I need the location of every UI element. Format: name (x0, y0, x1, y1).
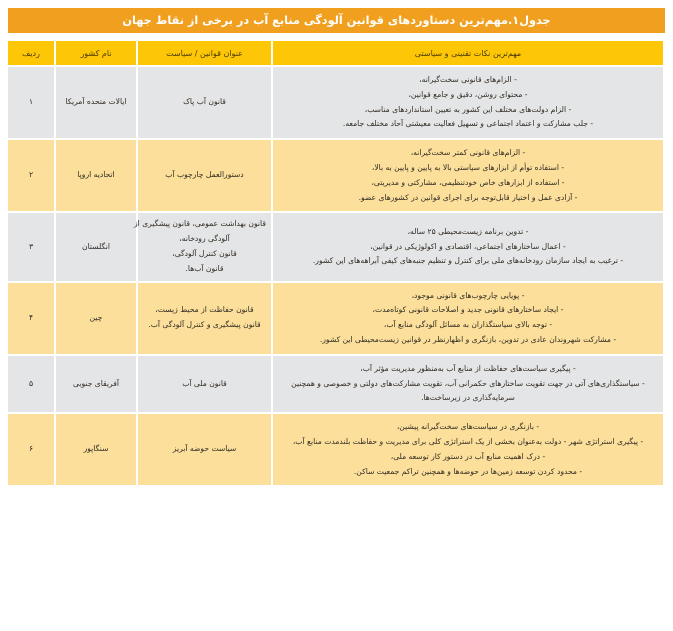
table-row (7, 282, 664, 355)
cell-law-title (137, 139, 272, 212)
notes-list (283, 146, 653, 205)
law-title-line: سیاست حوضه آبریز (172, 444, 237, 454)
note-item: - مشارکت شهروندان عادی در تدوین، بازنگری و اظهارنظر در قوانین زیست‌محیطی این کشور. (319, 334, 617, 344)
law-title-lines (143, 168, 266, 183)
notes-list (283, 289, 653, 348)
cell-row-number: ۳ (7, 212, 55, 281)
law-title-lines (143, 377, 266, 392)
note-item: - توجه بالای سیاستگذاران به مسائل آلودگی منابع آب، (383, 320, 553, 330)
note-item: - الزام‌های قانونی کمتر سخت‌گیرانه، (410, 148, 526, 158)
notes-list (283, 420, 653, 479)
note-item: - استفاده از ابزارهای خاص خودتنظیمی، مشارکتی و مدیریتی، (371, 177, 565, 187)
cell-row-number: ۵ (7, 355, 55, 413)
cell-country: ایالات متحده آمریکا (55, 66, 137, 139)
law-title-lines (134, 217, 266, 276)
cell-country: اتحادیه اروپا (55, 139, 137, 212)
cell-notes (272, 212, 664, 281)
note-item: - آزادی عمل و اختیار قابل‌توجه برای اجرای قوانین در کشورهای عضو. (358, 192, 578, 202)
cell-law-title (134, 212, 272, 281)
cell-country: آفریقای جنوبی (55, 355, 137, 413)
cell-country: انگلستان (55, 212, 137, 281)
column-header-law-title: عنوان قوانین / سیاست (137, 40, 272, 66)
cell-law-title (137, 66, 272, 139)
table-row (7, 355, 664, 413)
notes-list (283, 362, 653, 406)
cell-law-title (137, 282, 272, 355)
cell-row-number: ۶ (7, 413, 55, 486)
cell-notes (272, 66, 664, 139)
law-title-line: قانون آب پاک (183, 97, 226, 107)
cell-notes (272, 413, 664, 486)
note-item: - پویایی چارچوب‌های قانونی موجود، (411, 290, 525, 300)
table-body (7, 66, 664, 486)
note-item: - پیگیری استراتژی شهر - دولت به‌عنوان بخشی از یک استراتژی کلی برای مدیریت و حفاظت بلندمدت منابع آب، (292, 436, 644, 446)
note-item: - محدود کردن توسعه زمین‌ها در حوضه‌ها و همچنین تراکم جمعیت ساکن. (353, 466, 583, 476)
law-title-line: قانون ملی آب (182, 378, 227, 388)
table-header (7, 40, 664, 66)
note-item: - الزام دولت‌های مختلف این کشور به تعیین استانداردهای مناسب، (364, 104, 572, 114)
law-title-line: آلودگی رودخانه، (179, 234, 230, 244)
note-item: - اعمال ساختارهای اجتماعی، اقتصادی و اکولوژیکی در قوانین، (370, 241, 566, 251)
note-item: - درک اهمیت منابع آب در دستور کار توسعه ملی، (390, 451, 546, 461)
law-title-line: قانون آب‌ها. (185, 263, 224, 273)
notes-list (283, 225, 653, 269)
cell-law-title (137, 355, 272, 413)
column-header-notes: مهم‌ترین نکات تقنینی و سیاستی (272, 40, 664, 66)
law-title-line: قانون حفاظت از محیط زیست، (155, 305, 254, 315)
note-item: - استفاده توأم از ابزارهای سیاستی بالا به پایین و پایین به بالا، (371, 162, 565, 172)
cell-row-number: ۱ (7, 66, 55, 139)
table-row (7, 66, 664, 139)
note-item: - سیاستگذاری‌های آتی در جهت تقویت ساختارهای حکمرانی آب، تقویت مشارکت‌های دولتی و خصوصی و همچنین (291, 378, 645, 388)
note-item: سرمایه‌گذاری در زیرساخت‌ها. (421, 393, 515, 403)
table-caption-text: جدول۱.مهم‌ترین دستاوردهای قوانین آلودگی منابع آب در برخی از نقاط جهان (122, 12, 551, 27)
note-item: - بازنگری در سیاست‌های سخت‌گیرانه پیشین، (396, 422, 540, 432)
cell-country: چین (55, 282, 137, 355)
law-title-line: دستورالعمل چارچوب آب (165, 170, 244, 180)
cell-row-number: ۲ (7, 139, 55, 212)
law-title-line: قانون بهداشت عمومی، قانون پیشگیری از (134, 219, 266, 229)
header-row (7, 40, 664, 66)
table-row (7, 413, 664, 486)
law-title-line: قانون پیشگیری و کنترل آلودگی آب. (148, 320, 261, 330)
cell-country: سنگاپور (55, 413, 137, 486)
table-row (7, 139, 664, 212)
law-title-lines (143, 303, 266, 333)
law-title-lines (143, 95, 266, 110)
law-title-line: قانون کنترل آلودگی، (172, 248, 237, 258)
note-item: - الزام‌های قانونی سخت‌گیرانه، (419, 75, 517, 84)
note-item: - جلب مشارکت و اعتماد اجتماعی و تسهیل فعالیت معیشتی آحاد مختلف جامعه. (342, 119, 594, 129)
column-header-row-no: ردیف (7, 40, 55, 66)
column-header-country: نام کشور (55, 40, 137, 66)
cell-notes (272, 355, 664, 413)
note-item: - تدوین برنامه زیست‌محیطی ۲۵ ساله، (407, 226, 529, 236)
notes-list (283, 73, 653, 132)
cell-law-title (137, 413, 272, 486)
note-item: - ایجاد ساختارهای قانونی جدید و اصلاحات قانونی کوتاه‌مدت، (372, 305, 564, 315)
law-title-lines (143, 442, 266, 457)
cell-row-number: ۴ (7, 282, 55, 355)
note-item: - پیگیری سیاست‌های حفاظت از منابع آب به‌منظور مدیریت مؤثر آب، (360, 363, 576, 373)
cell-notes (272, 282, 664, 355)
note-item: - ترغیب به ایجاد سازمان رودخانه‌های ملی برای کنترل و تنظیم جنبه‌های کیفی آبراهه‌های این کشور. (312, 256, 624, 266)
water-pollution-laws-table (6, 39, 665, 487)
note-item: - محتوای روشن، دقیق و جامع قوانین، (408, 89, 528, 99)
cell-notes (272, 139, 664, 212)
table-row (7, 212, 664, 281)
table-caption-bar (8, 8, 665, 33)
